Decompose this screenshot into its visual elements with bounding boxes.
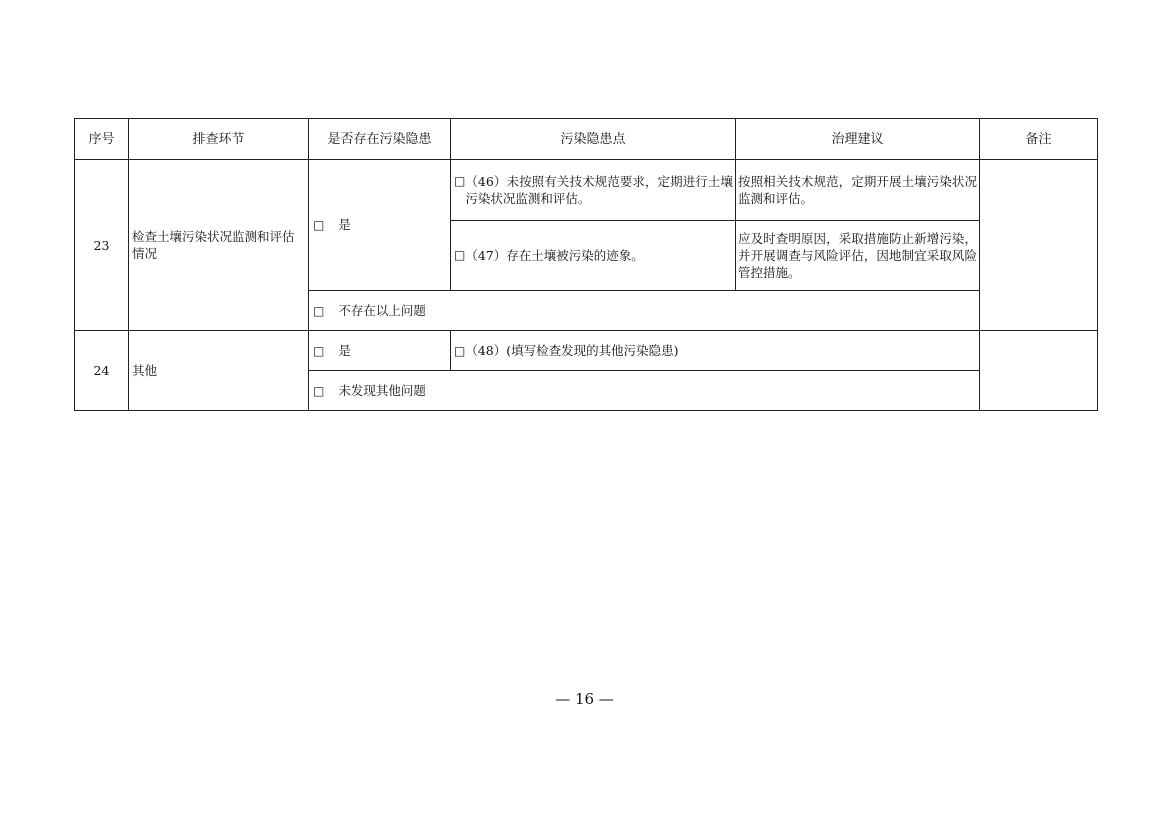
checkbox-icon[interactable]: □ [454,174,466,188]
row-24-yes-option[interactable] [309,331,451,371]
table-row [75,331,1098,371]
no-issue-label: 不存在以上问题 [338,302,426,318]
header-remark: 备注 [980,119,1098,160]
page-number: — 16 — [555,690,614,708]
table-row [75,160,1098,221]
row-24-no-issue-option[interactable] [309,371,980,411]
yes-label: 是 [338,342,351,358]
row-23-no-issue-option[interactable] [309,291,980,331]
row-23-hazard-point-47[interactable] [451,221,736,291]
header-serial: 序号 [75,119,129,160]
hazard-point-text: （46）未按照有关技术规范要求，定期进行土壤污染状况监测和评估。 [465,174,733,206]
checkbox-icon[interactable]: □ [313,303,325,318]
row-24-stage: 其他 [129,331,309,411]
hazard-point-text: （47）存在土壤被污染的迹象。 [465,248,644,263]
row-24-hazard-point-48[interactable] [451,331,980,371]
checkbox-icon[interactable]: □ [454,248,466,262]
hazard-point-text: （48）(填写检查发现的其他污染隐患) [465,342,679,358]
table-header-row [75,119,1098,160]
checkbox-icon[interactable]: □ [313,383,325,398]
header-has-hazard: 是否存在污染隐患 [309,119,451,160]
checkbox-icon[interactable]: □ [454,343,466,358]
row-24-number: 24 [75,331,129,411]
header-hazard-point: 污染隐患点 [451,119,736,160]
hazard-inspection-table [74,118,1098,411]
row-24-remark [980,331,1098,411]
yes-label: 是 [338,217,351,232]
row-23-remark [980,160,1098,331]
row-23-hazard-point-46[interactable] [451,160,736,221]
header-stage: 排查环节 [129,119,309,160]
checkbox-icon[interactable]: □ [313,343,325,358]
header-suggestion: 治理建议 [736,119,980,160]
row-23-stage: 检查土壤污染状况监测和评估情况 [129,160,309,331]
row-23-suggestion-46: 按照相关技术规范，定期开展土壤污染状况监测和评估。 [736,160,980,221]
no-issue-label: 未发现其他问题 [338,382,426,398]
row-23-yes-option[interactable] [309,160,451,291]
row-23-suggestion-47: 应及时查明原因，采取措施防止新增污染，并开展调查与风险评估，因地制宜采取风险管控措施。 [736,221,980,291]
checkbox-icon[interactable]: □ [313,218,325,232]
row-23-number: 23 [75,160,129,331]
